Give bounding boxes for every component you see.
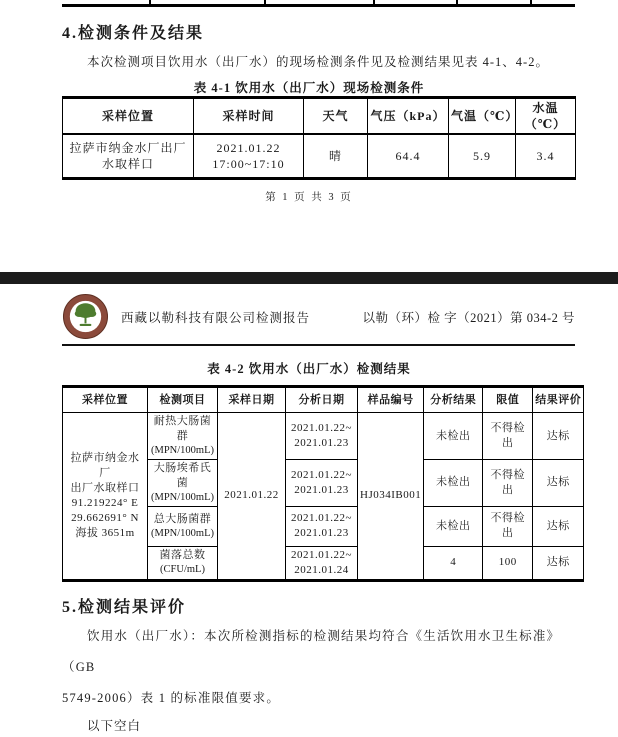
item-unit: (MPN/100mL) (151, 444, 214, 456)
cell-item (148, 413, 218, 460)
column-header-time: 采样时间 (194, 98, 304, 135)
cell-pressure: 64.4 (368, 134, 449, 178)
previous-table-bottom-edge (62, 0, 575, 7)
table-4-1-title: 表 4-1 饮用水（出厂水）现场检测条件 (193, 81, 425, 95)
cell-analysis-date (286, 459, 358, 506)
location-altitude: 海拔 3651m (75, 526, 135, 539)
column-header-analysis-date: 分析日期 (286, 387, 358, 413)
item-unit: (MPN/100mL) (151, 491, 214, 503)
cell-location (63, 413, 148, 581)
column-header-weather: 天气 (304, 98, 368, 135)
cell-analysis-date (286, 506, 358, 546)
analysis-date-end: 2021.01.23 (294, 436, 349, 449)
sampling-date: 2021.01.22 (216, 140, 281, 155)
column-header-limit: 限值 (483, 387, 533, 413)
cell-weather: 晴 (304, 134, 368, 178)
cell-sampling-date: 2021.01.22 (218, 413, 286, 581)
item-unit: (MPN/100mL) (151, 527, 214, 539)
cell-evaluation: 达标 (533, 546, 584, 580)
cell-time (194, 134, 304, 178)
field-conditions-table (62, 96, 576, 180)
item-unit: (CFU/mL) (160, 564, 205, 576)
cell-air-temp: 5.9 (449, 134, 516, 178)
location-line: 出厂水取样口 (70, 482, 140, 495)
table-bottom-rule (62, 4, 575, 7)
cell-item (148, 459, 218, 506)
section-4-intro: 本次检测项目饮用水（出厂水）的现场检测条件见及检测结果见表 4-1、4-2。 (87, 55, 549, 69)
page-break-divider (0, 272, 618, 284)
analysis-date-start: 2021.01.22~ (291, 468, 352, 481)
report-header (62, 284, 575, 346)
cell-sample-no: HJ034IB001 (358, 413, 424, 581)
column-header-water-temp: 水温（℃） (516, 98, 576, 135)
item-name: 菌落总数 (159, 549, 206, 562)
section-5-heading: 5.检测结果评价 (62, 598, 187, 616)
column-header-item: 检测项目 (148, 387, 218, 413)
cell-location: 拉萨市纳金水厂出厂水取样口 (63, 134, 194, 178)
item-name: 总大肠菌群 (153, 512, 212, 525)
cell-evaluation: 达标 (533, 413, 584, 460)
cell-limit: 不得检出 (483, 506, 533, 546)
table-row (63, 413, 584, 460)
cell-evaluation: 达标 (533, 506, 584, 546)
column-header-sampling-date: 采样日期 (218, 387, 286, 413)
column-header-evaluation: 结果评价 (533, 387, 584, 413)
analysis-date-end: 2021.01.23 (294, 483, 349, 496)
cell-item (148, 506, 218, 546)
column-header-sample-no: 样品编号 (358, 387, 424, 413)
analysis-date-start: 2021.01.22~ (291, 422, 352, 435)
sampling-time-range: 17:00~17:10 (212, 157, 285, 172)
results-table (62, 385, 584, 582)
evaluation-line-2: 5749-2006）表 1 的标准限值要求。 (62, 690, 281, 705)
analysis-date-start: 2021.01.22~ (291, 548, 352, 561)
cell-limit: 不得检出 (483, 413, 533, 460)
cell-analysis-date (286, 546, 358, 580)
column-header-result: 分析结果 (424, 387, 483, 413)
column-header-location: 采样位置 (63, 387, 148, 413)
cell-analysis-date (286, 413, 358, 460)
cell-limit: 100 (483, 546, 533, 580)
cell-result: 未检出 (424, 413, 483, 460)
page-2 (0, 284, 618, 734)
cell-evaluation: 达标 (533, 459, 584, 506)
table-header-row (63, 387, 584, 413)
company-seal-tree-logo (62, 293, 109, 340)
cell-water-temp: 3.4 (516, 134, 576, 178)
page-number-footer: 第 1 页 共 3 页 (265, 191, 353, 203)
evaluation-line-1: 饮用水（出厂水）：本次所检测指标的检测结果均符合《生活饮用水卫生标准》（GB (62, 628, 561, 674)
location-line: 拉萨市纳金水厂 (70, 452, 140, 480)
table-header-row (63, 98, 576, 135)
column-header-pressure: 气压（kPa） (368, 98, 449, 135)
column-header-air-temp: 气温（℃） (449, 98, 516, 135)
report-number: 以勒（环）检 字（2021）第 034-2 号 (362, 310, 575, 325)
section-4-heading: 4.检测条件及结果 (62, 25, 205, 42)
cell-result: 4 (424, 546, 483, 580)
item-name: 大肠埃希氏菌 (153, 461, 212, 489)
analysis-date-start: 2021.01.22~ (291, 512, 352, 525)
location-longitude: 91.219224° E (71, 496, 139, 509)
cell-result: 未检出 (424, 459, 483, 506)
evaluation-paragraph (62, 621, 575, 714)
table-4-2-title: 表 4-2 饮用水（出厂水）检测结果 (207, 362, 411, 376)
table-row (63, 134, 576, 178)
analysis-date-end: 2021.01.23 (294, 527, 349, 540)
cell-result: 未检出 (424, 506, 483, 546)
company-report-title: 西藏以勒科技有限公司检测报告 (121, 310, 311, 325)
item-name: 耐热大肠菌群 (153, 415, 212, 442)
column-header-location: 采样位置 (63, 98, 194, 135)
cell-item (148, 546, 218, 580)
blank-below-note: 以下空白 (87, 718, 142, 733)
analysis-date-end: 2021.01.24 (294, 563, 349, 576)
location-latitude: 29.662691° N (71, 511, 139, 524)
cell-limit: 不得检出 (483, 459, 533, 506)
